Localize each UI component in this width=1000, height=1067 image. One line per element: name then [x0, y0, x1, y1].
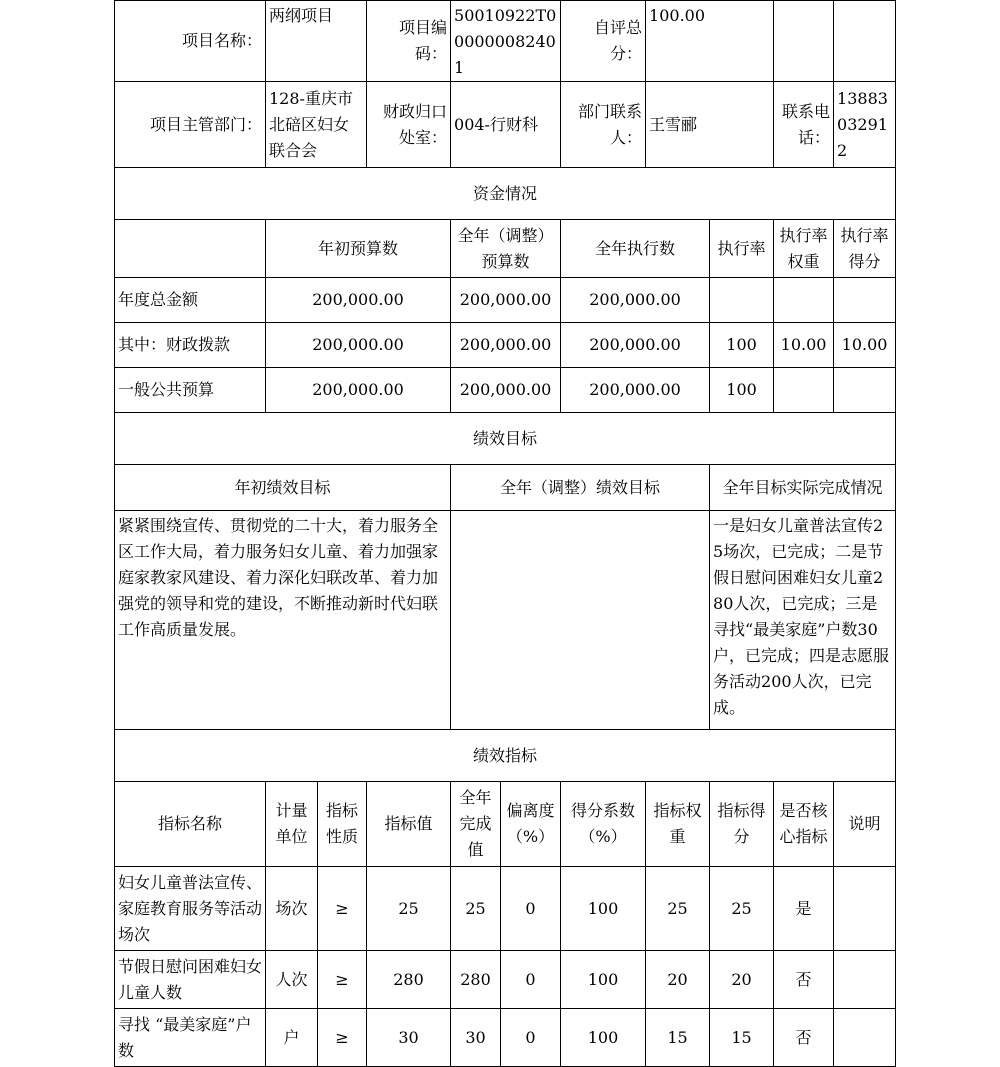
- phone-label: 联系电话：: [774, 82, 834, 168]
- goals-content-row: [115, 511, 896, 730]
- funds-row-executed: 200,000.00: [561, 278, 710, 323]
- project-code-label: 项目编码：: [367, 1, 451, 82]
- ind-header-core: 是否核心指标: [774, 782, 834, 867]
- ind-done: 30: [451, 1009, 501, 1067]
- contact-label: 部门联系人：: [561, 82, 646, 168]
- funds-row-score: [834, 368, 896, 413]
- funds-row: [115, 323, 896, 368]
- indicator-row: [115, 867, 896, 951]
- ind-unit: 人次: [266, 951, 318, 1009]
- goals-initial-text: 紧紧围绕宣传、贯彻党的二十大，着力服务全区工作大局，着力服务妇女儿童、着力加强家庭家教家风建设、着力深化妇联改革、着力加强党的领导和党的建设，不断推动新时代妇联工作高质量发展。: [115, 511, 451, 730]
- dept-label: 项目主管部门：: [115, 82, 266, 168]
- ind-coef: 100: [561, 951, 646, 1009]
- indicator-row: [115, 1009, 896, 1067]
- ind-target: 25: [367, 867, 451, 951]
- ind-deviation: 0: [501, 1009, 561, 1067]
- goals-header-actual: 全年目标实际完成情况: [710, 465, 896, 511]
- goals-actual-text: 一是妇女儿童普法宣传25场次，已完成；二是节假日慰问困难妇女儿童280人次，已完成；三是寻找“最美家庭”户数30户，已完成；四是志愿服务活动200人次，已完成。: [710, 511, 896, 730]
- ind-note: [834, 951, 896, 1009]
- ind-header-name: 指标名称: [115, 782, 266, 867]
- funds-row-score: [834, 278, 896, 323]
- ind-note: [834, 867, 896, 951]
- funds-header-adjusted: 全年（调整）预算数: [451, 220, 561, 278]
- ind-deviation: 0: [501, 951, 561, 1009]
- ind-core: 否: [774, 951, 834, 1009]
- finance-office: 004-行财科: [451, 82, 561, 168]
- goals-header-row: [115, 465, 896, 511]
- ind-score: 20: [710, 951, 774, 1009]
- funds-row-adjusted: 200,000.00: [451, 278, 561, 323]
- ind-target: 280: [367, 951, 451, 1009]
- funds-row-budget: 200,000.00: [266, 368, 451, 413]
- ind-deviation: 0: [501, 867, 561, 951]
- self-score: 100.00: [646, 1, 774, 82]
- funds-row-adjusted: 200,000.00: [451, 323, 561, 368]
- indicators-header-row: [115, 782, 896, 867]
- funds-row-rate: 100: [710, 368, 774, 413]
- funds-row-adjusted: 200,000.00: [451, 368, 561, 413]
- ind-score: 25: [710, 867, 774, 951]
- ind-core: 是: [774, 867, 834, 951]
- info-row-2: [115, 82, 896, 168]
- funds-row-name: 其中：财政拨款: [115, 323, 266, 368]
- ind-header-target: 指标值: [367, 782, 451, 867]
- funds-row-budget: 200,000.00: [266, 323, 451, 368]
- funds-row-rate: [710, 278, 774, 323]
- funds-row-executed: 200,000.00: [561, 323, 710, 368]
- contact: 王雪郦: [646, 82, 774, 168]
- indicators-section-title: 绩效指标: [115, 730, 896, 782]
- ind-done: 25: [451, 867, 501, 951]
- funds-header-budget: 年初预算数: [266, 220, 451, 278]
- funds-header-row: [115, 220, 896, 278]
- ind-weight: 15: [646, 1009, 710, 1067]
- ind-header-weight: 指标权重: [646, 782, 710, 867]
- funds-row: [115, 368, 896, 413]
- ind-coef: 100: [561, 1009, 646, 1067]
- ind-core: 否: [774, 1009, 834, 1067]
- funds-row-name: 年度总金额: [115, 278, 266, 323]
- ind-nature: ≥: [318, 951, 367, 1009]
- funds-row-weight: 10.00: [774, 323, 834, 368]
- funds-row-executed: 200,000.00: [561, 368, 710, 413]
- funds-row: [115, 278, 896, 323]
- ind-unit: 场次: [266, 867, 318, 951]
- ind-header-unit: 计量单位: [266, 782, 318, 867]
- funds-row-budget: 200,000.00: [266, 278, 451, 323]
- dept: 128-重庆市北碚区妇女联合会: [266, 82, 367, 168]
- finance-office-label: 财政归口处室：: [367, 82, 451, 168]
- ind-note: [834, 1009, 896, 1067]
- ind-coef: 100: [561, 867, 646, 951]
- ind-header-note: 说明: [834, 782, 896, 867]
- goals-section-title: 绩效目标: [115, 413, 896, 465]
- project-name-label: 项目名称：: [115, 1, 266, 82]
- funds-header-executed: 全年执行数: [561, 220, 710, 278]
- funds-row-score: 10.00: [834, 323, 896, 368]
- empty-cell: [115, 220, 266, 278]
- ind-header-done: 全年完成值: [451, 782, 501, 867]
- funds-section-title: 资金情况: [115, 168, 896, 220]
- empty-cell: [834, 1, 896, 82]
- ind-header-coef: 得分系数（%）: [561, 782, 646, 867]
- ind-header-deviation: 偏离度（%）: [501, 782, 561, 867]
- ind-done: 280: [451, 951, 501, 1009]
- goals-header-adjusted: 全年（调整）绩效目标: [451, 465, 710, 511]
- ind-name: 妇女儿童普法宣传、家庭教育服务等活动场次: [115, 867, 266, 951]
- goals-header-initial: 年初绩效目标: [115, 465, 451, 511]
- self-score-label: 自评总分：: [561, 1, 646, 82]
- ind-nature: ≥: [318, 1009, 367, 1067]
- ind-nature: ≥: [318, 867, 367, 951]
- funds-row-name: 一般公共预算: [115, 368, 266, 413]
- funds-row-weight: [774, 368, 834, 413]
- ind-weight: 25: [646, 867, 710, 951]
- empty-cell: [774, 1, 834, 82]
- ind-unit: 户: [266, 1009, 318, 1067]
- ind-header-score: 指标得分: [710, 782, 774, 867]
- ind-weight: 20: [646, 951, 710, 1009]
- project-code: 50010922T000000082401: [451, 1, 561, 82]
- funds-row-weight: [774, 278, 834, 323]
- performance-evaluation-table: [114, 0, 896, 1067]
- ind-name: 寻找 “最美家庭”户数: [115, 1009, 266, 1067]
- funds-header-score: 执行率得分: [834, 220, 896, 278]
- info-row-1: [115, 1, 896, 82]
- project-name: 两纲项目: [266, 1, 367, 82]
- goals-adjusted-text: [451, 511, 710, 730]
- indicator-row: [115, 951, 896, 1009]
- ind-score: 15: [710, 1009, 774, 1067]
- funds-header-rate: 执行率: [710, 220, 774, 278]
- ind-target: 30: [367, 1009, 451, 1067]
- ind-header-nature: 指标性质: [318, 782, 367, 867]
- phone: 13883032912: [834, 82, 896, 168]
- ind-name: 节假日慰问困难妇女儿童人数: [115, 951, 266, 1009]
- funds-header-weight: 执行率权重: [774, 220, 834, 278]
- funds-row-rate: 100: [710, 323, 774, 368]
